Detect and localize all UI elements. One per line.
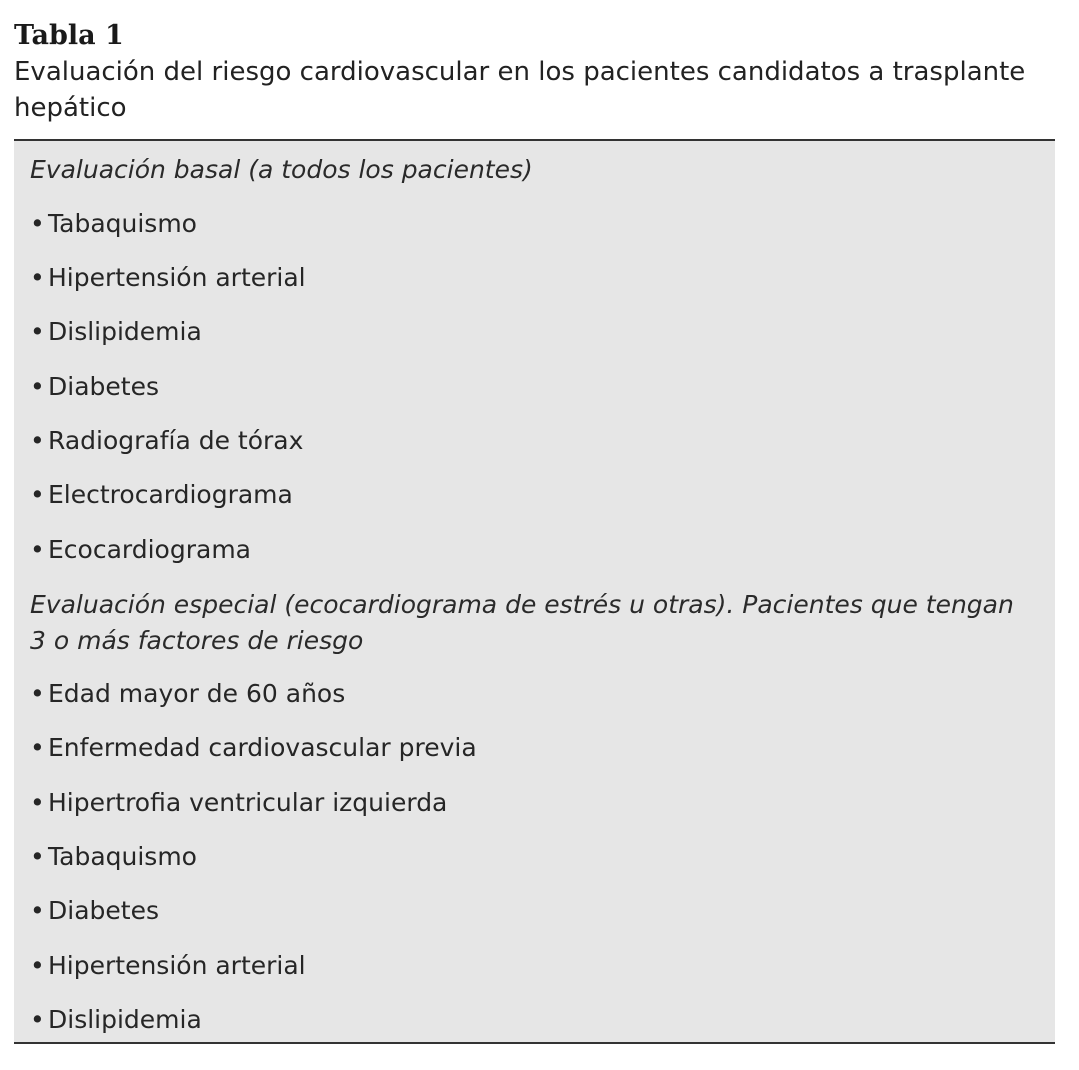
list-item xyxy=(30,785,1037,821)
section-heading-especial: Evaluación especial (ecocardiograma de estrés u otras). Pacientes que tengan 3 o más factores de riesgo xyxy=(30,590,1014,655)
bullet-icon: • xyxy=(30,896,45,925)
bullet-icon: • xyxy=(30,209,45,238)
risk-assessment-table xyxy=(14,139,1055,1044)
list-item xyxy=(30,423,1037,459)
list-item xyxy=(30,206,1037,242)
bullet-icon: • xyxy=(30,263,45,292)
list-item xyxy=(30,948,1037,984)
list-item-label: Diabetes xyxy=(48,372,159,401)
list-item-label: Ecocardiograma xyxy=(48,535,251,564)
bullet-icon: • xyxy=(30,842,45,871)
list-item-label: Edad mayor de 60 años xyxy=(48,679,346,708)
list-item-label: Hipertrofia ventricular izquierda xyxy=(48,788,448,817)
list-item xyxy=(30,532,1037,568)
list-item-label: Electrocardiograma xyxy=(48,480,293,509)
list-item-label: Dislipidemia xyxy=(48,317,202,346)
bullet-icon: • xyxy=(30,951,45,980)
table-title: Evaluación del riesgo cardiovascular en los pacientes candidatos a trasplante hepático xyxy=(14,57,1026,123)
list-item-label: Hipertensión arterial xyxy=(48,951,306,980)
list-item xyxy=(30,730,1037,766)
list-item-label: Hipertensión arterial xyxy=(48,263,306,292)
list-item-label: Enfermedad cardiovascular previa xyxy=(48,733,477,762)
section-heading-basal: Evaluación basal (a todos los pacientes) xyxy=(30,155,533,184)
list-item xyxy=(30,893,1037,929)
bullet-icon: • xyxy=(30,1005,45,1034)
list-item xyxy=(30,477,1037,513)
table-label: Tabla 1 xyxy=(14,20,124,51)
list-item xyxy=(30,314,1037,350)
bullet-icon: • xyxy=(30,733,45,762)
bullet-icon: • xyxy=(30,535,45,564)
bullet-icon: • xyxy=(30,788,45,817)
list-item xyxy=(30,839,1037,875)
list-item-label: Dislipidemia xyxy=(48,1005,202,1034)
list-item-label: Radiografía de tórax xyxy=(48,426,304,455)
bullet-icon: • xyxy=(30,679,45,708)
list-item xyxy=(30,676,1037,712)
list-item-label: Diabetes xyxy=(48,896,159,925)
list-item xyxy=(30,369,1037,405)
table-caption xyxy=(14,18,1064,126)
bullet-icon: • xyxy=(30,317,45,346)
bullet-icon: • xyxy=(30,372,45,401)
list-item xyxy=(30,260,1037,296)
bullet-icon: • xyxy=(30,480,45,509)
list-item-label: Tabaquismo xyxy=(48,209,197,238)
list-item xyxy=(30,1002,1037,1038)
bullet-icon: • xyxy=(30,426,45,455)
list-item-label: Tabaquismo xyxy=(48,842,197,871)
